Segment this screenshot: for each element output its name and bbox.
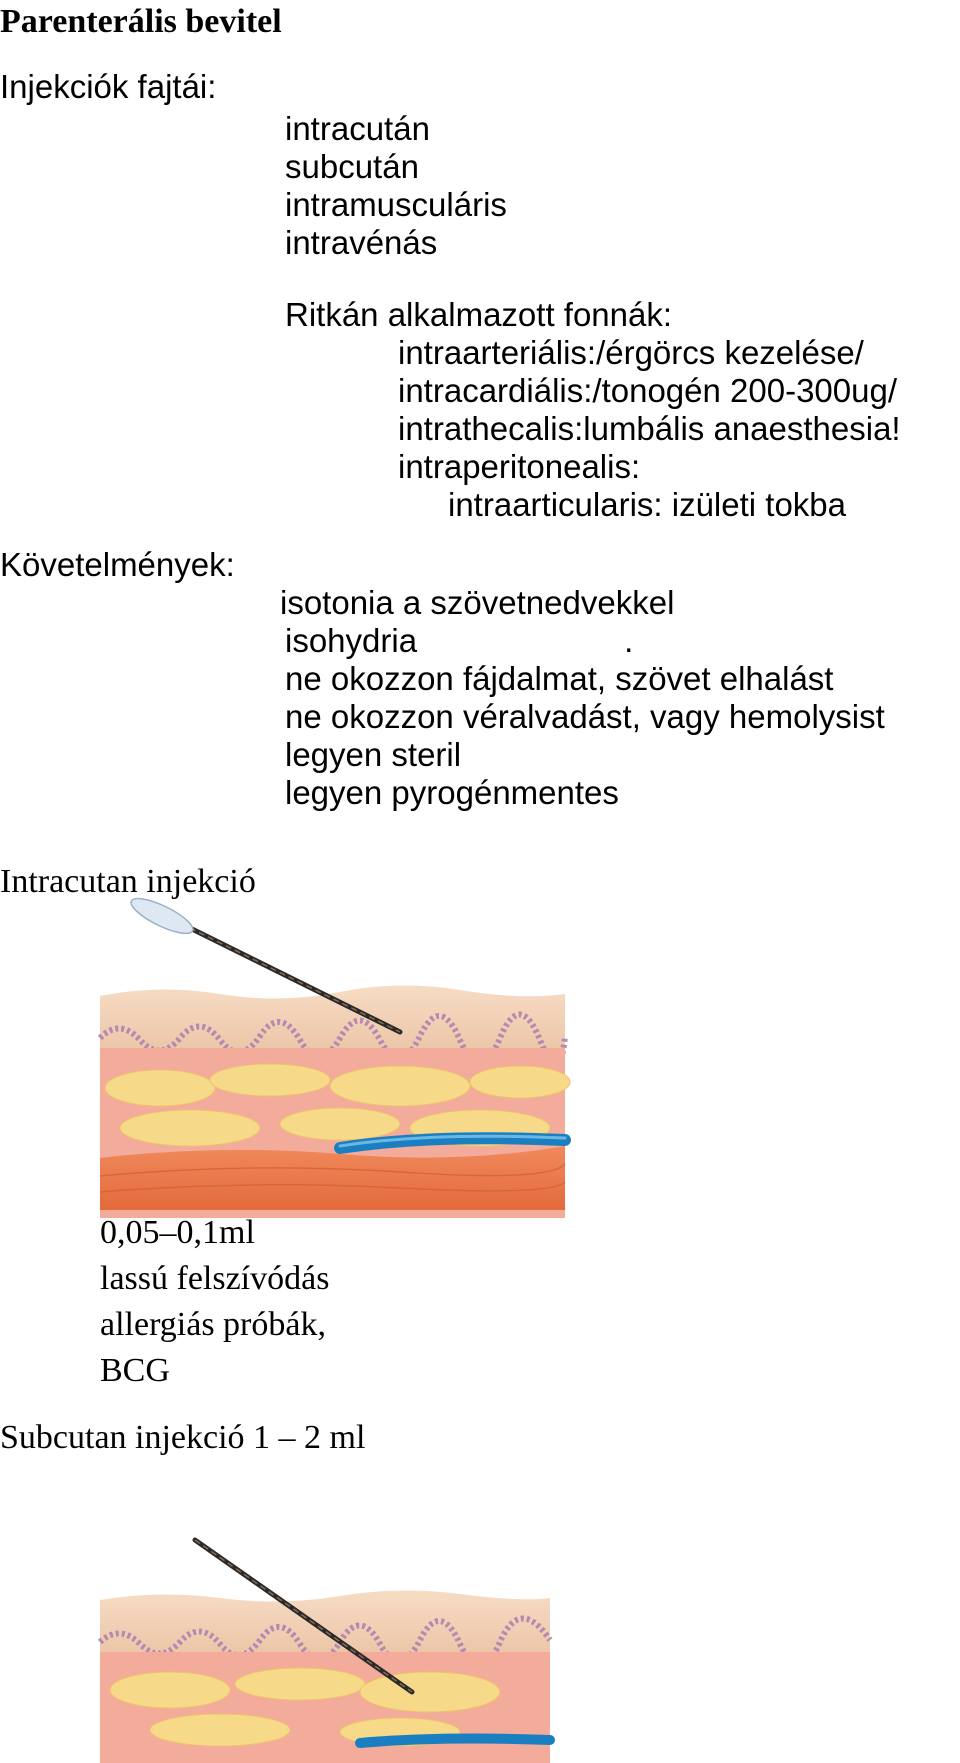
note-item: allergiás próbák,	[100, 1306, 326, 1343]
list-item: isotonia a szövetnedvekkel	[280, 584, 675, 621]
subcutan-heading: Subcutan injekció 1 – 2 ml	[0, 1419, 366, 1456]
list-item: intraperitonealis:	[398, 448, 641, 485]
injection-types-list	[285, 110, 507, 262]
injection-types-label: Injekciók fajtái:	[0, 68, 217, 105]
trailing-dot: .	[624, 622, 634, 659]
list-item: intravénás	[285, 224, 438, 261]
rare-forms-label: Ritkán alkalmazott fonnák:	[285, 296, 673, 333]
requirements-list	[280, 584, 885, 812]
requirements-label: Követelmények:	[0, 546, 235, 583]
list-item: intraarteriális:/érgörcs kezelése/	[398, 334, 864, 371]
list-item: subcután	[285, 148, 419, 185]
list-item	[280, 622, 885, 660]
note-item: 0,05–0,1ml	[100, 1214, 255, 1251]
intracutan-heading: Intracutan injekció	[0, 863, 256, 900]
list-item: intramusculáris	[285, 186, 507, 223]
requirement-text: isohydria	[285, 622, 418, 659]
rare-forms-list	[398, 334, 901, 486]
rare-forms-sub-item: intraarticularis: izületi tokba	[448, 486, 846, 523]
intracutan-notes	[100, 1210, 329, 1394]
list-item: ne okozzon fájdalmat, szövet elhalást	[285, 660, 834, 697]
list-item: intracardiális:/tonogén 200-300ug/	[398, 372, 898, 409]
list-item: legyen steril	[285, 736, 462, 773]
note-item: BCG	[100, 1352, 170, 1389]
list-item: legyen pyrogénmentes	[285, 774, 619, 811]
page-title: Parenterális bevitel	[0, 3, 282, 40]
intracutan-injection-illustration	[100, 948, 565, 1210]
note-item: lassú felszívódás	[100, 1260, 330, 1297]
list-item: intrathecalis:lumbális anaesthesia!	[398, 410, 901, 447]
list-item: intracután	[285, 110, 430, 147]
list-item: ne okozzon véralvadást, vagy hemolysist	[285, 698, 885, 735]
subcutan-injection-illustration	[100, 1580, 550, 1763]
